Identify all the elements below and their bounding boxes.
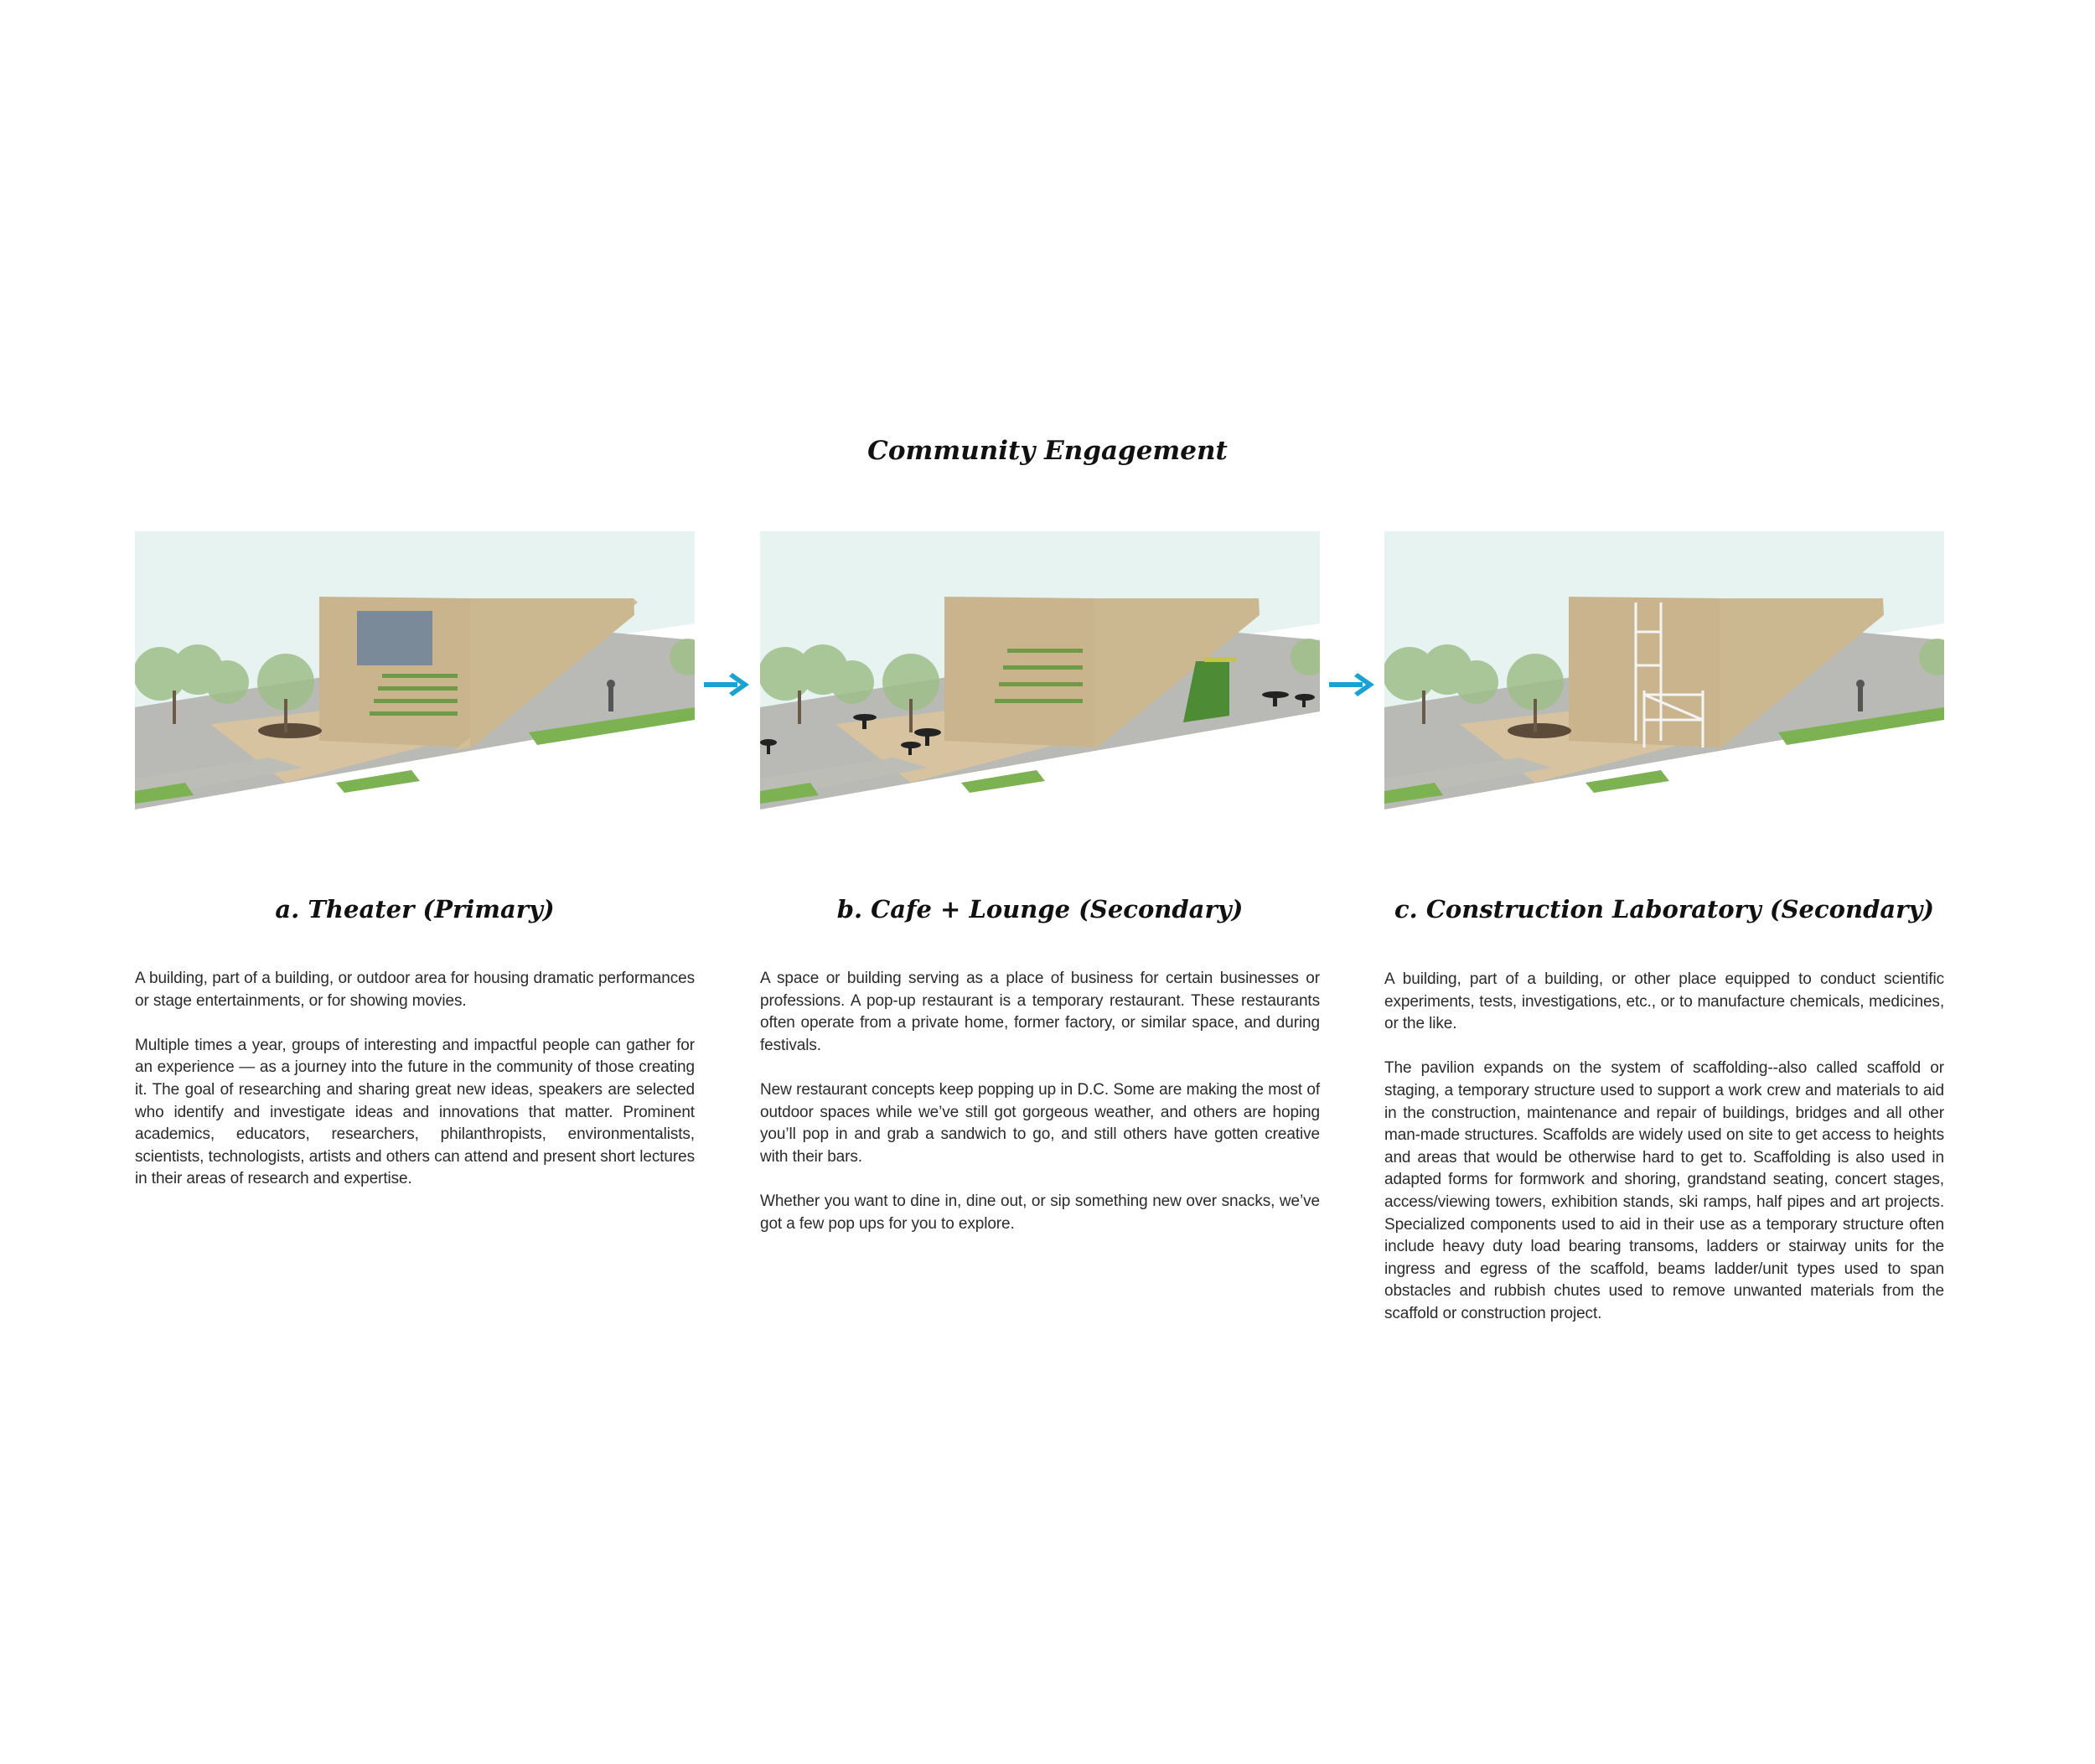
heading-cafe-lounge: b. Cafe + Lounge (Secondary) <box>836 895 1244 923</box>
paragraph: A space or building serving as a place of business for certain businesses or professions. A pop-up restaurant is a temporary restaurant. These restaurants often operate from a private home, former factory, or similar space, and during festivals. <box>760 970 1320 1054</box>
theater-rendering <box>135 531 695 810</box>
arrow-right-icon <box>702 670 753 699</box>
page-title: Community Engagement <box>867 436 1228 466</box>
paragraph: New restaurant concepts keep popping up in D.C. Some are making the most of outdoor spaces while we’ve still got gorgeous weather, and others are hoping you’ll pop in and grab a sandwich to go, and still others have gotten creative with their bars. <box>760 1080 1320 1166</box>
heading-construction-lab: c. Construction Laboratory (Secondary) <box>1394 895 1934 923</box>
heading-theater: a. Theater (Primary) <box>275 895 555 923</box>
theater-description <box>135 968 695 1213</box>
construction-lab-description <box>1384 969 1944 1348</box>
paragraph: Whether you want to dine in, dine out, or sip something new over snacks, we’ve got a few pop ups for you to explore. <box>760 1192 1320 1233</box>
paragraph: A building, part of a building, or outdoor area for housing dramatic performances or stage entertainments, or for showing movies. <box>135 970 695 1010</box>
paragraph: The pavilion expands on the system of scaffolding--also called scaffold or staging, a temporary structure used to support a work crew and materials to aid in the construction, maintenance and repair of buildings, bridges and all other man-made structures. Scaffolds are widely used on site to get access to heights and areas that would be otherwise hard to get to. Scaffolding is also used in adapted forms for formwork and shoring, grandstand seating, concert stages, access/viewing towers, exhibition stands, ski ramps, half pipes and art projects. Specialized components used to aid in their use as a temporary structure often include heavy duty load bearing transoms, ladders or stairway units for the ingress and egress of the scaffold, beams ladder/unit types used to span obstacles and rubbish chutes used to remove unwanted materials from the scaffold or construction project. <box>1384 1059 1944 1322</box>
cafe-description <box>760 968 1320 1258</box>
arrow-right-icon <box>1327 670 1378 699</box>
construction-lab-rendering <box>1384 531 1944 810</box>
paragraph: A building, part of a building, or other place equipped to conduct scientific experiments, tests, investigations, etc., or to manufacture chemicals, medicines, or the like. <box>1384 970 1944 1033</box>
paragraph: Multiple times a year, groups of interesting and impactful people can gather for an experience — as a journey into the future in the community of those creating it. The goal of researching and sharing great new ideas, speakers are selected who identify and investigate ideas and innovations that matter. Prominent academics, educators, researchers, philanthropists, environmentalists, scientists, technologists, artists and others can attend and present short lectures in their areas of research and expertise. <box>135 1036 695 1188</box>
cafe-rendering <box>760 531 1320 810</box>
